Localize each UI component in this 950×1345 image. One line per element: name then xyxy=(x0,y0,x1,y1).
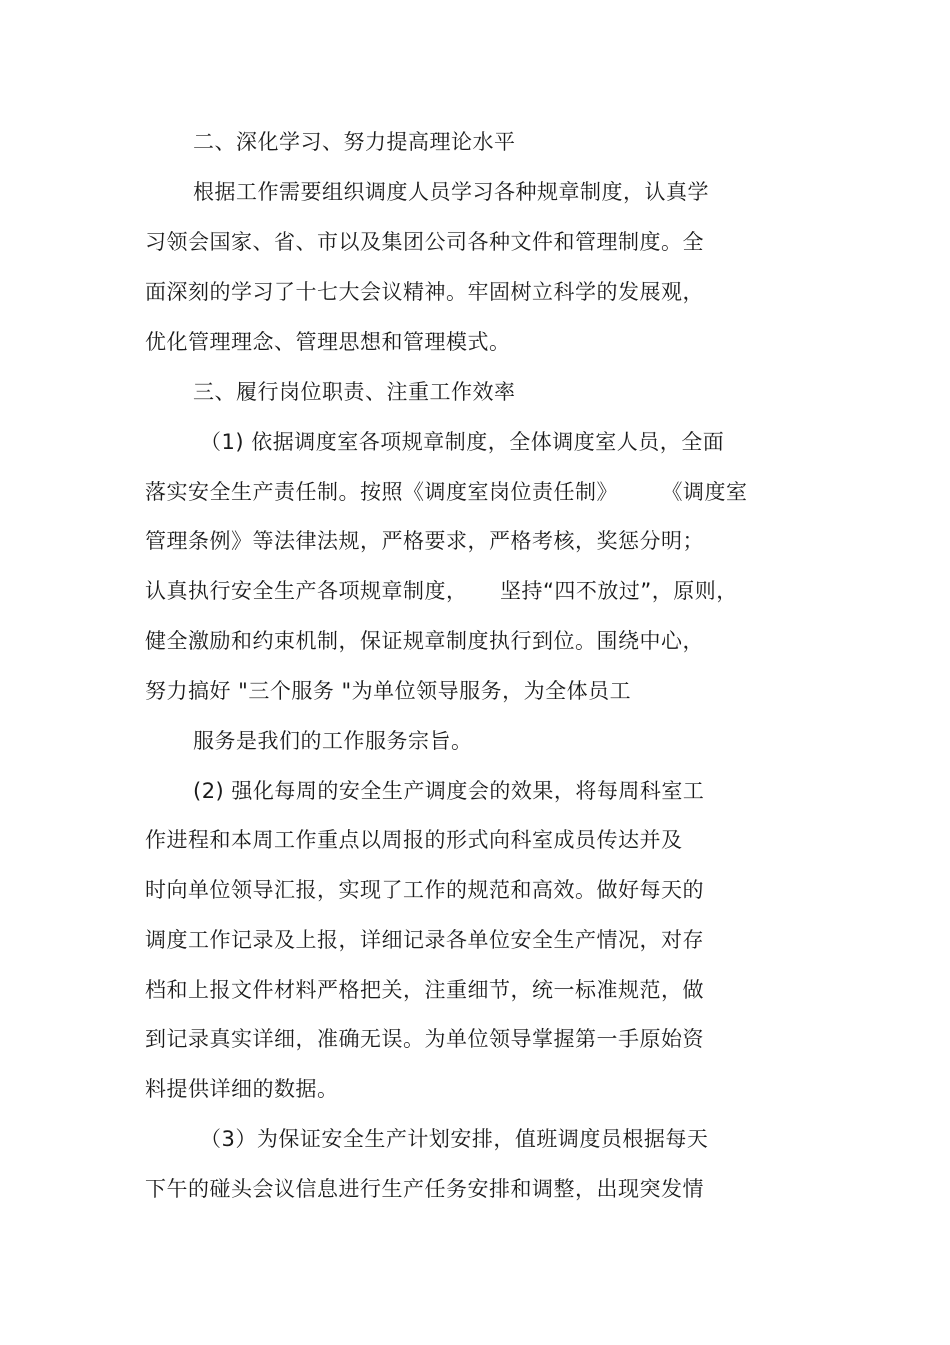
paragraph-line: 档和上报文件材料严格把关，注重细节，统一标准规范，做 xyxy=(145,978,704,1002)
paragraph-line: 料提供详细的数据。 xyxy=(145,1077,339,1101)
paragraph-line: 健全激励和约束机制，保证规章制度执行到位。围绕中心， xyxy=(145,629,704,653)
paragraph-line: 优化管理理念、管理思想和管理模式。 xyxy=(145,330,511,354)
paragraph-line: 根据工作需要组织调度人员学习各种规章制度，认真学 xyxy=(193,180,709,204)
paragraph-line: 管理条例》等法律法规，严格要求，严格考核，奖惩分明； xyxy=(145,529,704,553)
paragraph-line: 调度工作记录及上报，详细记录各单位安全生产情况，对存 xyxy=(145,928,704,952)
paragraph-line: 服务是我们的工作服务宗旨。 xyxy=(193,729,473,753)
section-heading-2: 二、深化学习、努力提高理论水平 xyxy=(193,130,516,154)
paragraph-line: （1) 依据调度室各项规章制度，全体调度室人员，全面 xyxy=(200,430,725,454)
paragraph-line: (2) 强化每周的安全生产调度会的效果，将每周科室工 xyxy=(193,779,705,803)
paragraph-line: 时向单位领导汇报，实现了工作的规范和高效。做好每天的 xyxy=(145,878,704,902)
paragraph-line: 到记录真实详细，准确无误。为单位领导掌握第一手原始资 xyxy=(145,1027,704,1051)
paragraph-line: 认真执行安全生产各项规章制度， 坚持“四不放过”，原则， xyxy=(145,579,738,603)
section-heading-3: 三、履行岗位职责、注重工作效率 xyxy=(193,380,516,404)
paragraph-line: 下午的碰头会议信息进行生产任务安排和调整，出现突发情 xyxy=(145,1177,704,1201)
paragraph-line: 习领会国家、省、市以及集团公司各种文件和管理制度。全 xyxy=(145,230,704,254)
paragraph-line: 落实安全生产责任制。按照《调度室岗位责任制》 《调度室 xyxy=(145,480,748,504)
paragraph-line: （3）为保证安全生产计划安排，值班调度员根据每天 xyxy=(200,1127,709,1151)
paragraph-line: 作进程和本周工作重点以周报的形式向科室成员传达并及 xyxy=(145,828,683,852)
paragraph-line: 面深刻的学习了十七大会议精神。牢固树立科学的发展观， xyxy=(145,280,704,304)
paragraph-line: 努力搞好 "三个服务 "为单位领导服务，为全体员工 xyxy=(145,679,632,703)
